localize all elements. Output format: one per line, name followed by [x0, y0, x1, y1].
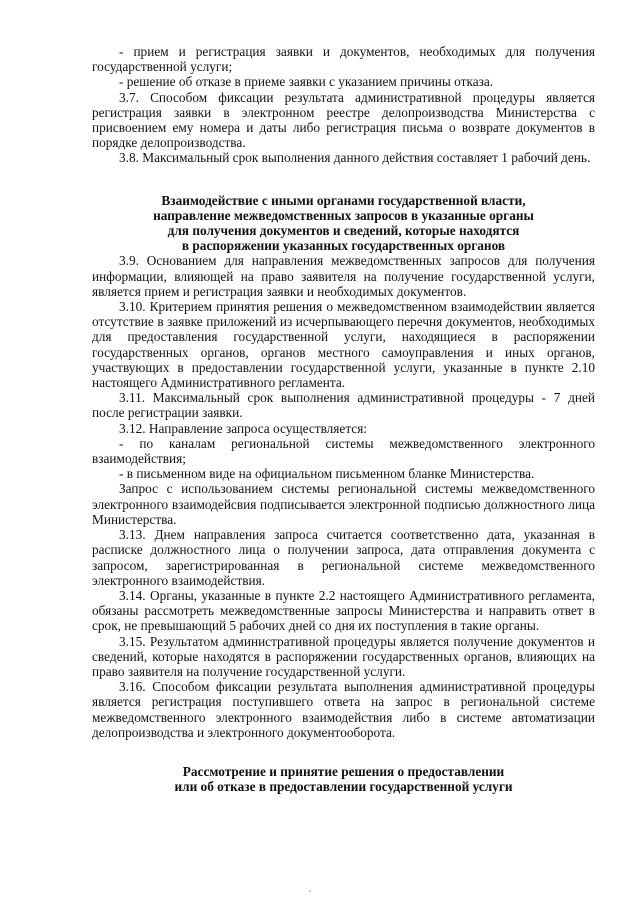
paragraph-3-9: 3.9. Основанием для направления межведомственных запросов для получения информации, влияющей на право заявителя на получение государственной услуги, является прием и регистрация заявки и необходимых документов. — [92, 253, 595, 299]
paragraph-3-14: 3.14. Органы, указанные в пункте 2.2 настоящего Административного регламента, обязаны рассмотреть межведомственные запросы Министерства и направить ответ в срок, не превышающий 5 рабочих дней со дня их поступления в такие органы. — [92, 587, 595, 634]
document-body — [92, 44, 595, 794]
paragraph-3-15: 3.15. Результатом административной процедуры является получение документов и сведений, которые находятся в распоряжении государственных органов, влияющих на право заявителя на получение государственной услуги. — [92, 633, 595, 679]
heading-line: в распоряжении указанных государственных органов — [181, 238, 506, 254]
paragraph-3-11: 3.11. Максимальный срок выполнения административной процедуры - 7 дней после регистрации заявки. — [92, 390, 595, 421]
list-item: - по каналам региональной системы межведомственного электронного взаимодействия; — [92, 435, 595, 467]
section-heading-interaction — [92, 193, 595, 254]
paragraph-3-10: 3.10. Критерием принятия решения о межведомственном взаимодействии является отсутствие в заявке приложений из исчерпывающего перечня документов, необходимых для предоставления государственной услуги, находящиеся в распоряжении государственных органов, органов местного самоуправления и иных органов, участвующих в предоставлении государственной услуги, указанные в пункте 2.10 настоящего Административного регламента. — [92, 299, 595, 391]
paragraph-3-12: 3.12. Направление запроса осуществляется: — [119, 420, 368, 436]
heading-line: для получения документов и сведений, которые находятся — [167, 223, 520, 239]
paragraph-3-16: 3.16. Способом фиксации результата выполнения административной процедуры является регистрация поступившего ответа на запрос в региональной системе межведомственного электронного взаимодействия либо в системе автоматизации делопроизводства и электронного документооборота. — [92, 679, 595, 740]
paragraph-3-7: 3.7. Способом фиксации результата административной процедуры является регистрация заявки в электронном реестре делопроизводства Министерства с присвоением ему номера и даты либо регистрация письма о возврате документов в порядке делопроизводства. — [92, 89, 595, 151]
list-item: - решение об отказе в приеме заявки с указанием причины отказа. — [119, 74, 494, 90]
heading-line: направление межведомственных запросов в указанные органы — [153, 207, 534, 223]
heading-line: Рассмотрение и принятие решения о предоставлении — [182, 763, 505, 779]
paragraph-request: Запрос с использованием системы региональной системы межведомственного электронного взаимодейсвия подписывается электронной подписью должностного лица Министерства. — [92, 481, 595, 527]
scan-speck — [309, 890, 311, 892]
list-item: - прием и регистрация заявки и документов, необходимых для получения государственной услуги; — [92, 44, 595, 75]
section-heading-decision — [92, 764, 595, 794]
heading-line: или об отказе в предоставлении государственной услуги — [174, 779, 513, 795]
list-item: - в письменном виде на официальном письменном бланке Министерства. — [119, 466, 535, 482]
paragraph-3-13: 3.13. Днем направления запроса считается соответственно дата, указанная в расписке должностного лица о получении запроса, дата отправления документа с запросом, зарегистрированная в региональной системе межведомственного электронного взаимодействия. — [92, 527, 595, 588]
paragraph-3-8: 3.8. Максимальный срок выполнения данного действия составляет 1 рабочий день. — [119, 150, 591, 166]
heading-line: Взаимодействие с иными органами государственной власти, — [161, 192, 526, 208]
